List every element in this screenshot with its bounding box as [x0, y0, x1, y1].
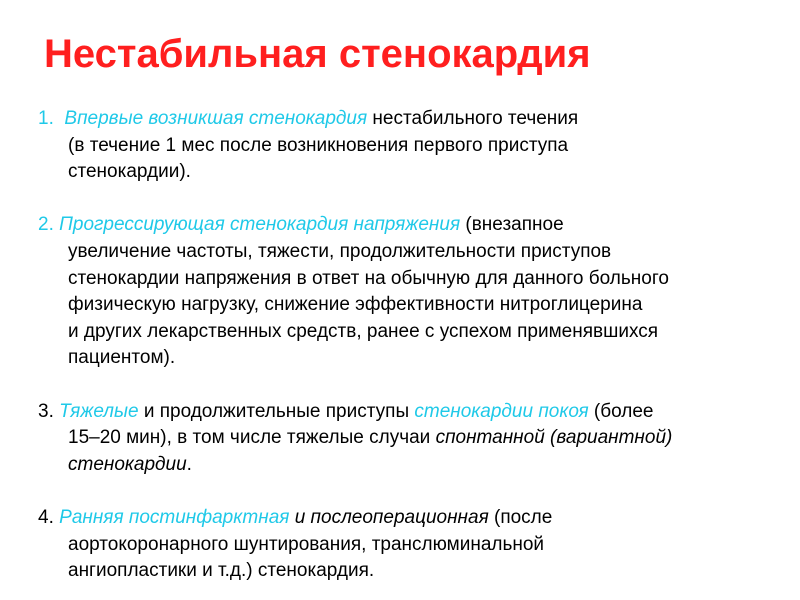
item-term: стенокардии покоя — [414, 400, 589, 422]
item-text: нестабильного течения — [367, 108, 579, 129]
item-term: Тяжелые — [59, 400, 139, 422]
item-emphasis: стенокардии — [68, 453, 187, 475]
item-text: стенокардии напряжения в ответ на обычную для данного больного — [68, 267, 669, 289]
list-item-1 — [38, 106, 788, 186]
item-text: и продолжительные приступы — [138, 400, 415, 422]
item-text: (внезапное — [460, 214, 564, 236]
item-term: Ранняя постинфарктная — [59, 506, 290, 528]
item-number: 2. — [38, 214, 54, 236]
item-number: 3. — [38, 400, 54, 422]
slide-body — [38, 106, 788, 585]
item-text: аортокоронарного шунтирования, транслюминальной — [68, 533, 545, 555]
item-term: Прогрессирующая стенокардия напряжения — [59, 214, 461, 236]
item-text: (после — [488, 506, 553, 528]
item-text: увеличение частоты, тяжести, продолжительности приступов — [68, 240, 612, 262]
slide-title: Нестабильная стенокардия — [44, 32, 591, 76]
item-text: стенокардии). — [68, 161, 191, 183]
item-text: пациентом). — [68, 347, 176, 369]
list-item-3 — [38, 399, 788, 479]
item-text: ангиопластики и т.д.) стенокардия. — [68, 560, 375, 582]
item-number: 4. — [38, 506, 54, 528]
list-item-4 — [38, 505, 788, 585]
item-emphasis: спонтанной (вариантной) — [435, 427, 673, 449]
item-text: и других лекарственных средств, ранее с успехом применявшихся — [68, 320, 659, 342]
item-text: . — [186, 453, 192, 475]
item-text: (в течение 1 мес после возникновения первого приступа — [68, 134, 569, 156]
item-term: Впервые возникшая стенокардия — [64, 108, 368, 129]
item-emphasis: и послеоперационная — [289, 506, 489, 528]
item-number: 1. — [38, 108, 54, 129]
item-text: (более — [588, 400, 654, 422]
item-text: физическую нагрузку, снижение эффективности нитроглицерина — [68, 294, 643, 316]
list-item-2 — [38, 212, 788, 372]
item-text: 15–20 мин), в том числе тяжелые случаи — [68, 427, 436, 449]
